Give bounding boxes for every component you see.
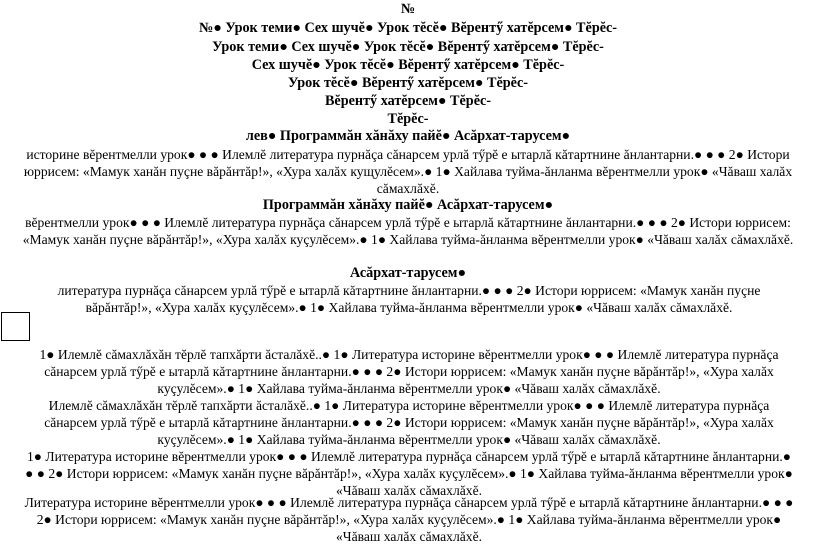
header-line-4: Сех шучĕ● Урок тĕсĕ● Вĕрентӳ хатĕрсем● Тĕрĕс- xyxy=(251,57,565,73)
header-line-5: Урок тĕсĕ● Вĕрентӳ хатĕрсем● Тĕрĕс- xyxy=(288,75,528,91)
section4-paragraph-4: Литература историне вĕрентмелли урок● ● ● Илемлĕ литература пурнăçа сăнарсем урлă тӳрĕ е ытарлă кăтартнине ăнлантарни.● ● ● 2● Истори юррисем: «Мамук ханăн пуçне вăрăнтăр!», «Хура халăх куçулĕсем».● 1● Хайлава туйма-ăнланма вĕрентмелли урок● «Чăваш халăх сăмахлăхĕ. xyxy=(24,495,794,545)
header-line-1: № xyxy=(400,1,416,17)
header-line-7: Тĕрĕс- xyxy=(387,111,429,127)
section3-text: литература пурнăçа сăнарсем урлă тӳрĕ е ытарлă кăтартнине ăнлантарни.● ● ● 2● Истори юррисем: «Мамук ханăн пуçне вăрăнтăр!», «Хура халăх куçулĕсем».● 1● Хайлава туйма-ăнланма вĕрентмелли урок● «Чăваш халăх сăмахлăхĕ. xyxy=(57,283,761,316)
header-line-2: №● Урок теми● Сех шучĕ● Урок тĕсĕ● Вĕрентӳ хатĕрсем● Тĕрĕс- xyxy=(198,20,618,36)
header-line-6: Вĕрентӳ хатĕрсем● Тĕрĕс- xyxy=(324,93,492,109)
section1-text: историне вĕрентмелли урок● ● ● Илемлĕ литература пурнăçа сăнарсем урлă тӳрĕ е ытарлă кăтартнине ăнлантарни.● ● ● 2● Истори юррисем: «Мамук ханăн пуçне вăрăнтăр!», «Хура халăх кущулĕсем».● 1● Хайлава туйма-ăнланма вĕрентмелли урок● «Чăваш халăх сăмахлăхĕ. xyxy=(23,147,793,197)
header-line-3: Урок теми● Сех шучĕ● Урок тĕсĕ● Вĕрентӳ хатĕрсем● Тĕрĕс- xyxy=(212,39,604,55)
section2-heading: Программăн хăнăху пайĕ● Асăрхат-тарусем● xyxy=(262,197,554,213)
section3-heading: Асăрхат-тарусем● xyxy=(349,265,467,281)
empty-box xyxy=(1,312,30,341)
section4-paragraph-1: 1● Илемлĕ сăмахлăхăн тĕрлĕ тапхăрти ăсталăхĕ..● 1● Литература историне вĕрентмелли урок● ● ● Илемлĕ литература пурнăçа сăнарсем урлă тӳрĕ е ытарлă кăтартнине ăнлантарни.● ● ● 2● Истори юррисем: «Мамук ханăн пуçне вăрăнтăр!», «Хура халăх куçулĕсем».● 1● Хайлава туйма-ăнланма вĕрентмелли урок● «Чăваш халăх сăмахлăхĕ. xyxy=(39,347,779,397)
header-line-8: лев● Программăн хăнăху пайĕ● Асăрхат-тарусем● xyxy=(245,128,571,144)
section4-paragraph-3: 1● Литература историне вĕрентмелли урок● ● ● Илемлĕ литература пурнăçа сăнарсем урлă тӳрĕ е ытарлă кăтартнине ăнлантарни.● ● ● 2● Истори юррисем: «Мамук ханăн пуçне вăрăнтăр!», «Хура халăх куçулĕсем».● 1● Хайлава туйма-ăнланма вĕрентмелли урок● «Чăваш халăх сăмахлăхĕ. xyxy=(25,449,793,499)
section4-paragraph-2: Илемлĕ сăмахлăхăн тĕрлĕ тапхăрти ăсталăхĕ..● 1● Литература историне вĕрентмелли урок● ● ● Илемлĕ литература пурнăçа сăнарсем урлă тӳрĕ е ытарлă кăтартнине ăнлантарни.● ● ● 2● Истори юррисем: «Мамук ханăн пуçне вăрăнтăр!», «Хура халăх куçулĕсем».● 1● Хайлава туйма-ăнланма вĕрентмелли урок● «Чăваш халăх сăмахлăхĕ. xyxy=(44,398,774,448)
section2-text: вĕрентмелли урок● ● ● Илемлĕ литература пурнăçа сăнарсем урлă тӳрĕ е ытарлă кăтартнине ăнлантарни.● ● ● 2● Истори юррисем: «Мамук ханăн пуçне вăрăнтăр!», «Хура халăх куçулĕсем».● 1● Хайлава туйма-ăнланма вĕрентмелли урок● «Чăваш халăх сăмахлăхĕ. xyxy=(22,215,794,248)
